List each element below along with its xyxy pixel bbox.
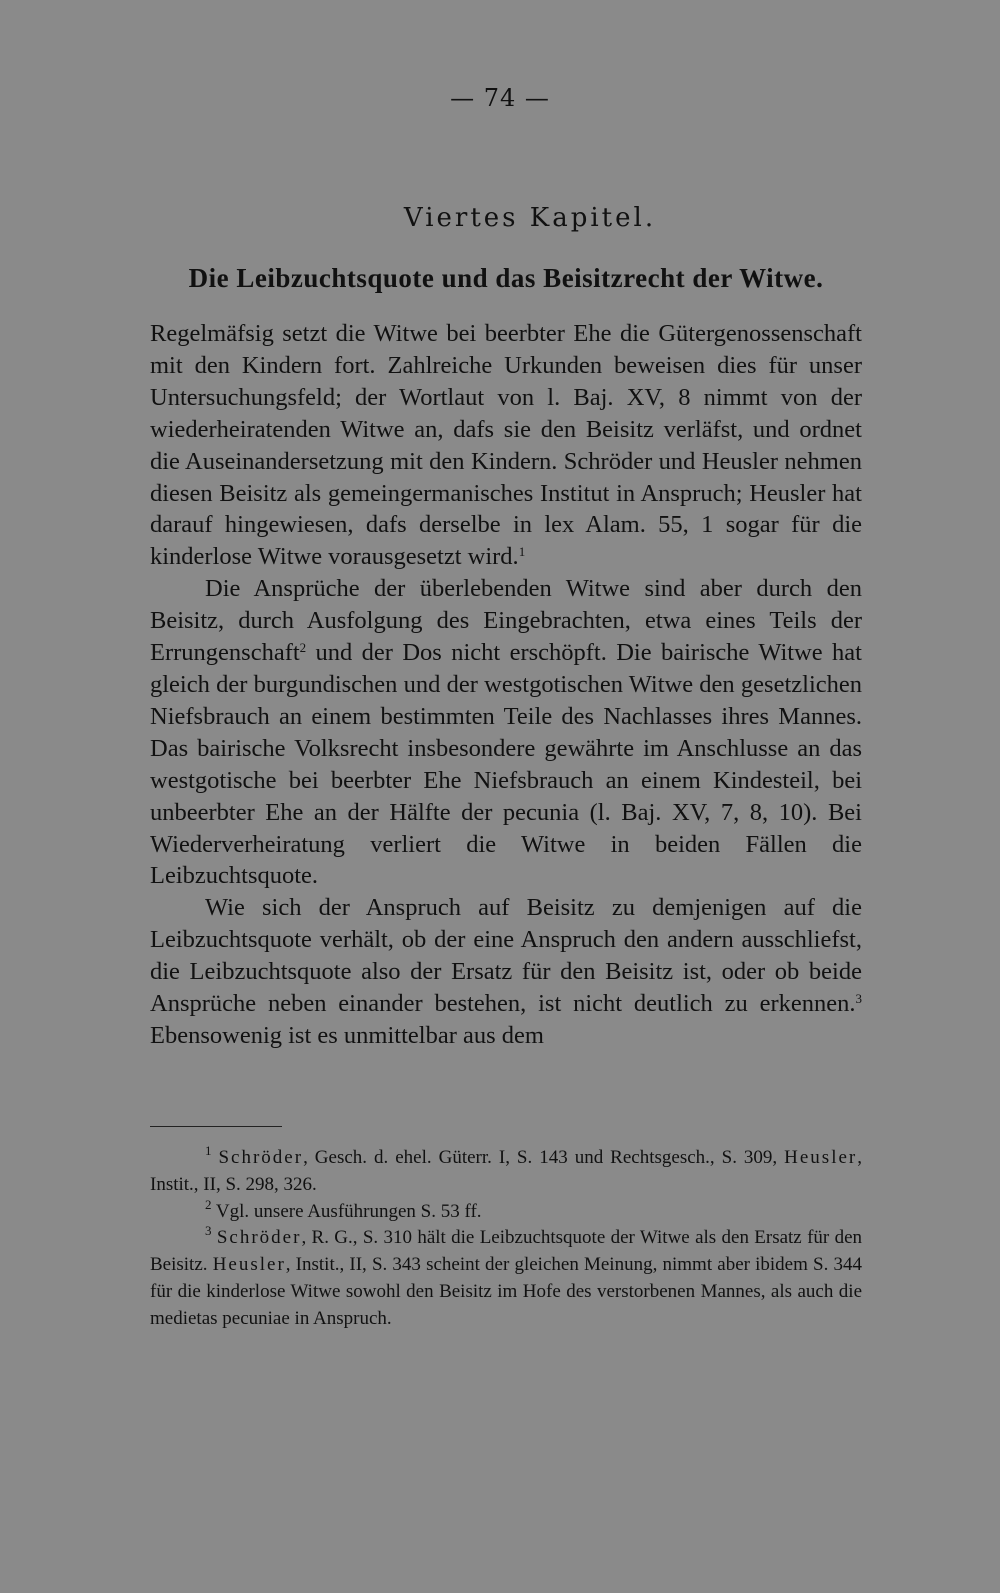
paragraph (150, 318, 862, 573)
footnote-number: 2 (205, 1196, 212, 1212)
paragraph-text: Regelmäfsig setzt die Witwe bei beerbter Ehe die Gütergenossenschaft mit den Kindern fort. Zahlreiche Urkunden beweisen dies für unser Untersuchungsfeld; der Wortlaut von l. Baj. XV, 8 nimmt von der wiederheiratenden Witwe an, dafs sie den Beisitz verläfst, und ordnet die Auseinandersetzung mit den Kindern. Schröder und Heusler nehmen diesen Beisitz als gemeingermanisches Institut in Anspruch; Heusler hat darauf hingewiesen, dafs derselbe in lex Alam. 55, 1 sogar für die kinderlose Witwe vorausgesetzt wird. (150, 320, 862, 571)
footnote (150, 1225, 862, 1332)
footnote-text: , R. G., S. 310 hält die Leibzuchtsquote der Witwe als den Ersatz für den Beisitz. (150, 1227, 863, 1276)
footnote-number: 3 (205, 1223, 212, 1239)
paragraph-text: Wie sich der Anspruch auf Beisitz zu demjenigen auf die Leibzuchtsquote verhält, ob der eine Anspruch den andern ausschliefst, die Leibzuchtsquote also der Ersatz für den Beisitz ist, oder ob beide Ansprüche neben einander bestehen, ist nicht deutlich zu erkennen. (150, 894, 862, 1018)
footnote (150, 1145, 862, 1199)
footnote (150, 1196, 862, 1226)
footnote-text: , Instit., II, S. 298, 326. (150, 1147, 862, 1195)
footnotes (150, 1145, 862, 1333)
footnote-ref: 2 (299, 640, 307, 656)
footnote-ref: 1 (518, 544, 526, 560)
paragraph-text: Ebensowenig ist es unmittelbar aus dem (150, 1021, 544, 1049)
paragraph (150, 892, 862, 1052)
chapter-title: Die Leibzuchtsquote und das Beisitzrecht der Witwe. (188, 263, 824, 293)
footnote-ref: 3 (855, 991, 862, 1007)
footnote-text: Vgl. unsere Ausführungen S. 53 ff. (215, 1200, 482, 1222)
footnote-text: , Gesch. d. ehel. Güterr. I, S. 143 und Rechtsgesch., S. 309, (303, 1147, 785, 1168)
paragraph-text: und der Dos nicht erschöpft. Die bairische Witwe hat gleich der burgundischen und der westgotischen Witwe den gesetzlichen Niefsbrauch an einem bestimmten Teile des Nachlasses ihres Mannes. Das bairische Volksrecht insbesondere gewährte im Anschlusse an das westgotische bei beerbter Ehe Niefsbrauch an einem Kindesteil, bei unbeerbter Ehe an der Hälfte der pecunia (l. Baj. XV, 7, 8, 10). Bei Wiederverheiratung verliert die Witwe in beiden Fällen die Leibzuchtsquote. (150, 639, 862, 890)
footnote-divider (150, 1126, 282, 1127)
page-number: — 74 — (450, 84, 550, 112)
footnote-text: , Instit., II, S. 343 scheint der gleichen Meinung, nimmt aber ibidem S. 344 für die kinderlose Witwe sowohl den Beisitz im Hofe des verstorbenen Mannes, als auch die medietas pecuniae in Anspruch. (150, 1254, 862, 1329)
author-name: Heusler (784, 1147, 858, 1168)
author-name: Schröder (216, 1227, 302, 1249)
body-text (150, 318, 862, 1052)
chapter-heading: Viertes Kapitel. (403, 203, 657, 233)
author-name: Schröder (218, 1147, 304, 1168)
author-name: Heusler (212, 1254, 286, 1276)
paragraph-text: Die Ansprüche der überlebenden Witwe sind aber durch den Beisitz, durch Ausfolgung des Eingebrachten, etwa eines Teils der Errungenschaft (150, 575, 862, 667)
footnote-number: 1 (205, 1143, 212, 1158)
paragraph (150, 573, 862, 892)
